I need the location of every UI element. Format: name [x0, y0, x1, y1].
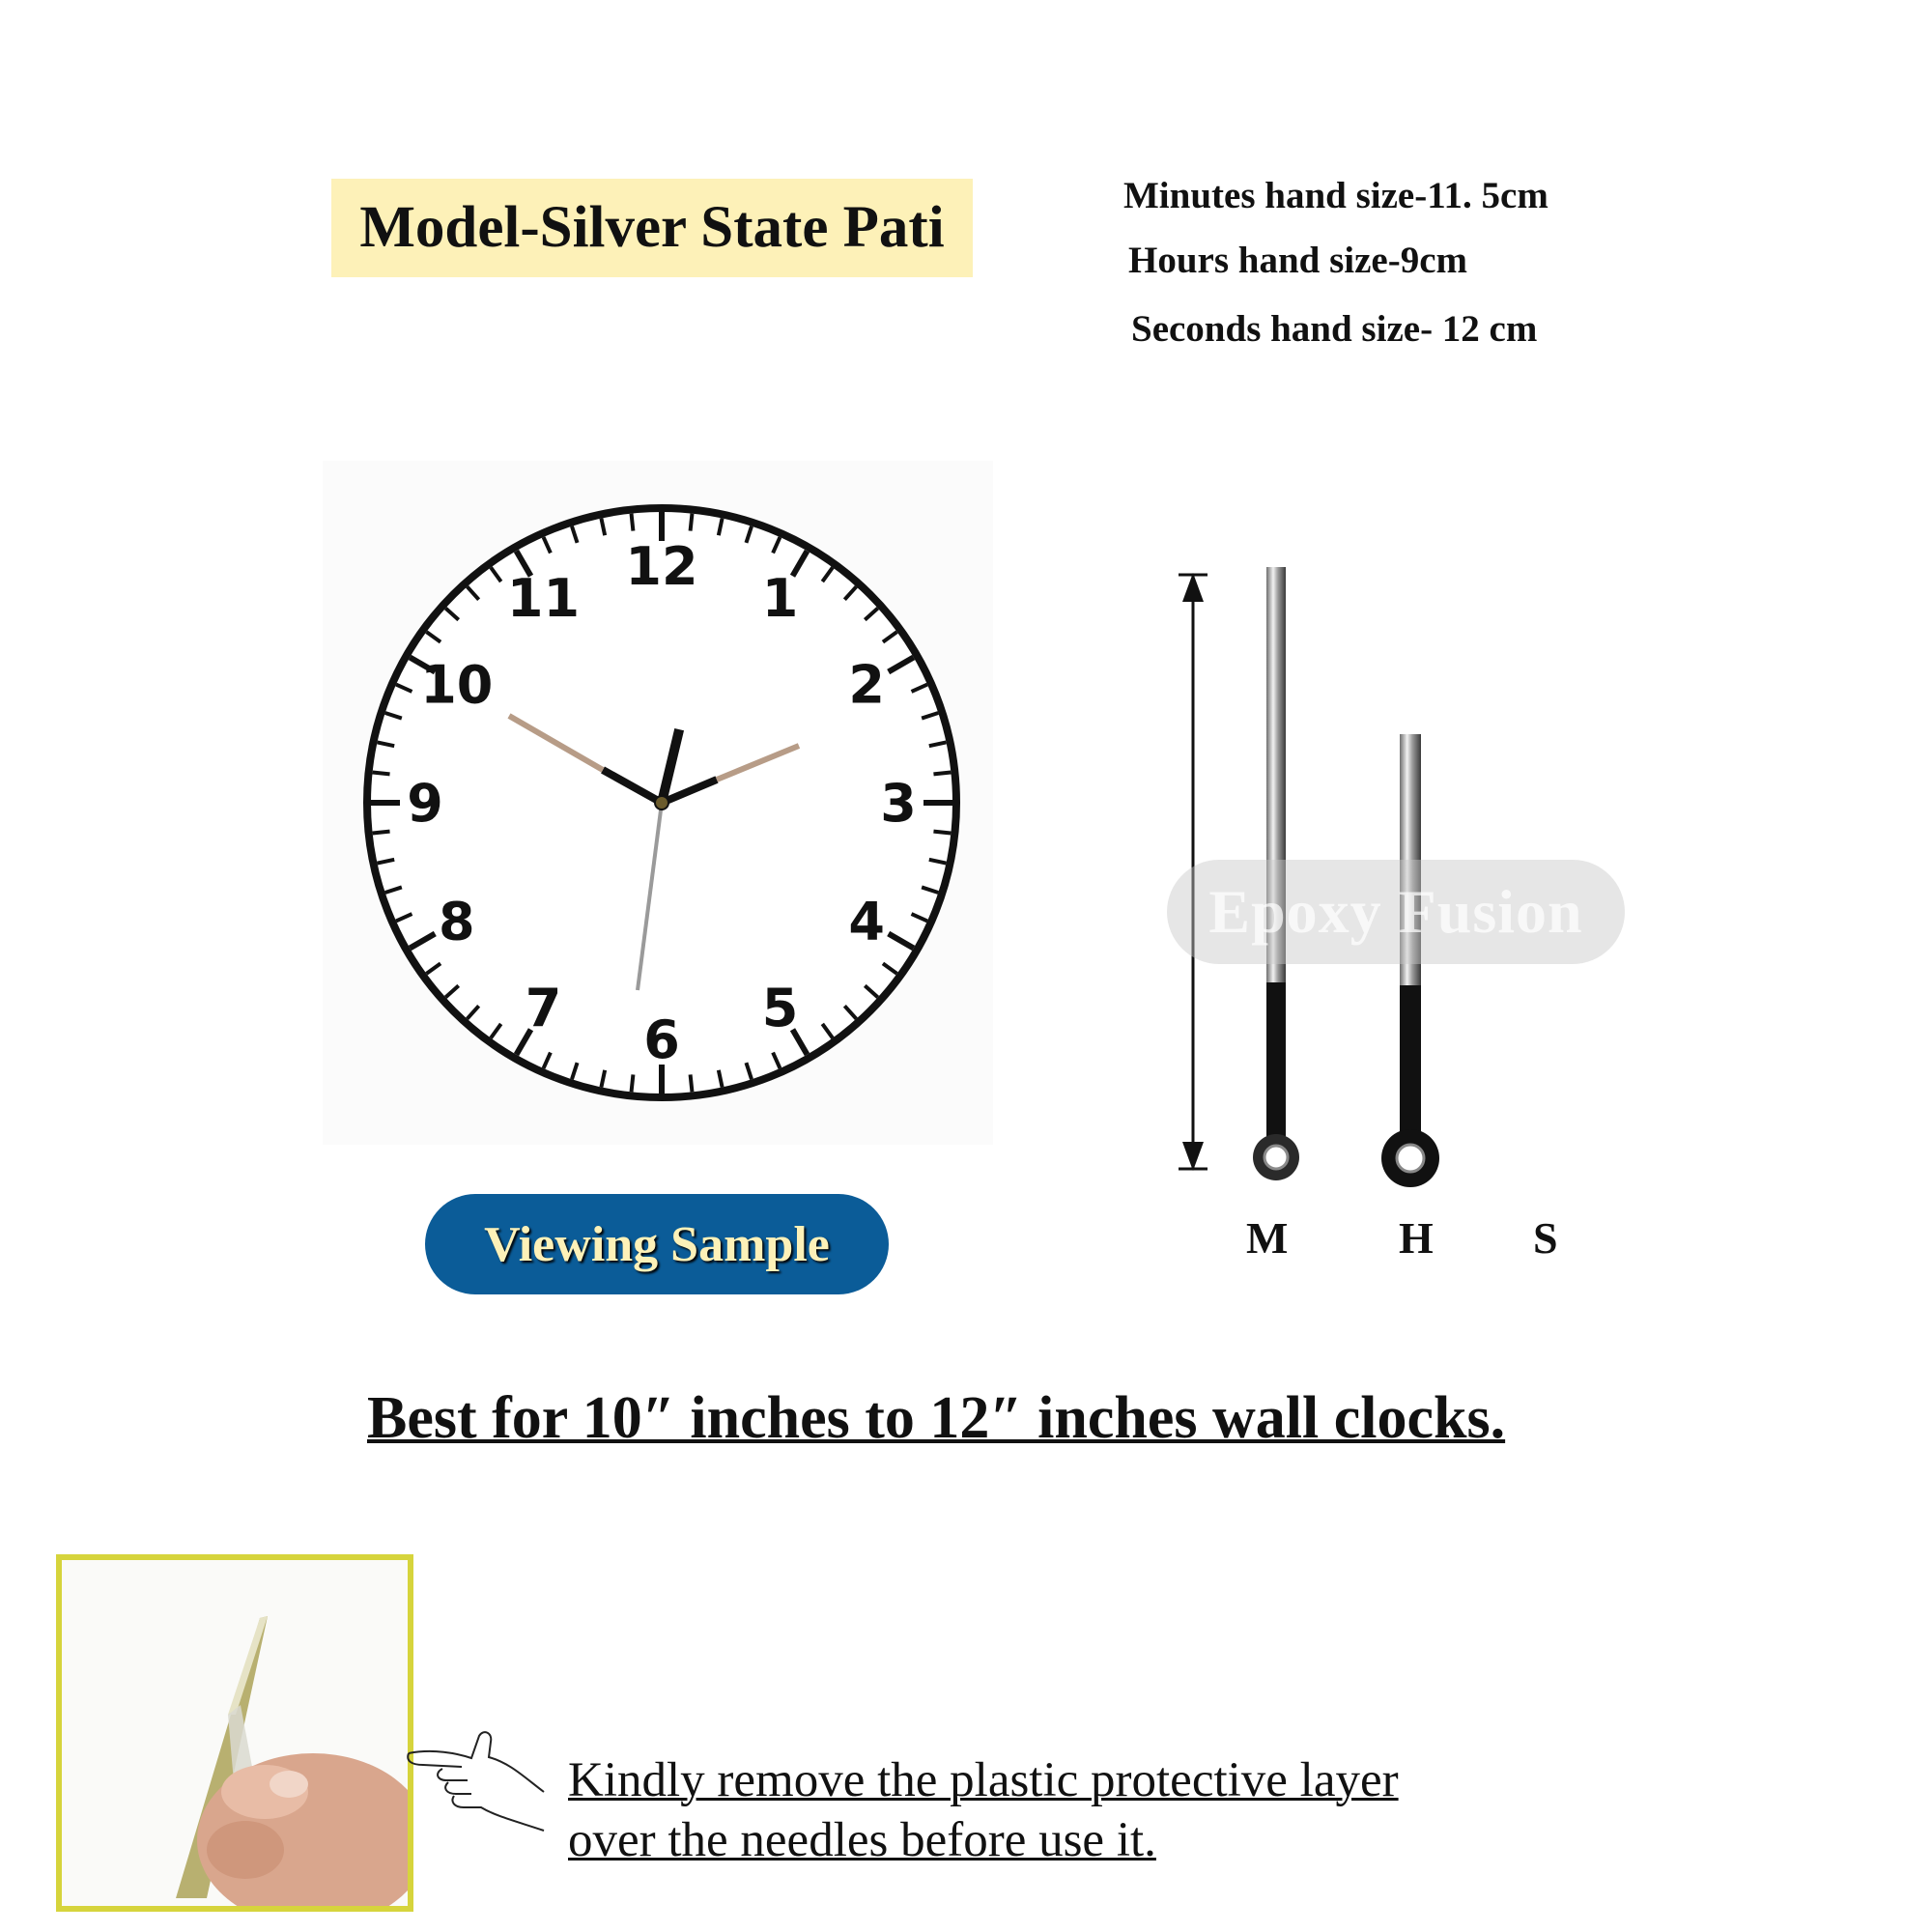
- clock-tick: [632, 1074, 634, 1092]
- clock-numeral: 2: [848, 654, 885, 716]
- watermark-text: Epoxy Fusion: [1208, 877, 1583, 946]
- clock-numeral: 4: [848, 891, 885, 952]
- pointing-hand-icon: [404, 1724, 549, 1840]
- film-removal-photo: [56, 1554, 413, 1912]
- hours-hand-size: Hours hand size-9cm: [1128, 240, 1467, 281]
- clock-numeral: 8: [439, 891, 475, 952]
- clock-tick: [373, 832, 390, 834]
- notice-line-2: over the needles before use it.: [568, 1813, 1156, 1867]
- clock-tick: [691, 514, 693, 531]
- notice-line-1: Kindly remove the plastic protective layer: [568, 1753, 1399, 1807]
- clock-numeral: 6: [643, 1009, 680, 1070]
- clock-numeral: 5: [761, 978, 799, 1039]
- clock-center-cap: [655, 796, 668, 810]
- model-title-banner: [331, 179, 973, 277]
- clock-numeral: 11: [506, 567, 581, 629]
- clock-numeral: 1: [761, 567, 799, 629]
- clock-sample-panel: [323, 461, 993, 1145]
- clock-numeral: 7: [525, 978, 562, 1039]
- film-removal-notice: [568, 1750, 1399, 1870]
- minute-hand-label: M: [1246, 1213, 1289, 1263]
- best-for-text: Best for 10″ inches to 12″ inches wall clocks.: [367, 1385, 1506, 1451]
- clock-tick: [632, 514, 634, 531]
- clock-numeral: 12: [625, 536, 698, 597]
- clock-tick: [691, 1074, 693, 1092]
- viewing-sample-label: Viewing Sample: [484, 1216, 830, 1272]
- clock-numeral: 9: [407, 773, 443, 834]
- model-title: Model-Silver State Pati: [359, 195, 945, 260]
- clock-tick: [373, 773, 390, 775]
- clock-numeral: 3: [880, 773, 917, 834]
- clock-tick: [933, 773, 951, 775]
- hour-hand-label: H: [1399, 1213, 1434, 1263]
- clock-face: [323, 461, 993, 1145]
- seconds-hand-size: Seconds hand size- 12 cm: [1131, 308, 1538, 350]
- watermark-badge: [1167, 860, 1625, 964]
- second-hand-label: S: [1533, 1213, 1558, 1263]
- clock-numeral: 10: [420, 654, 494, 716]
- clock-tick: [933, 832, 951, 834]
- viewing-sample-button[interactable]: [425, 1194, 889, 1294]
- minutes-hand-size: Minutes hand size-11. 5cm: [1123, 175, 1548, 216]
